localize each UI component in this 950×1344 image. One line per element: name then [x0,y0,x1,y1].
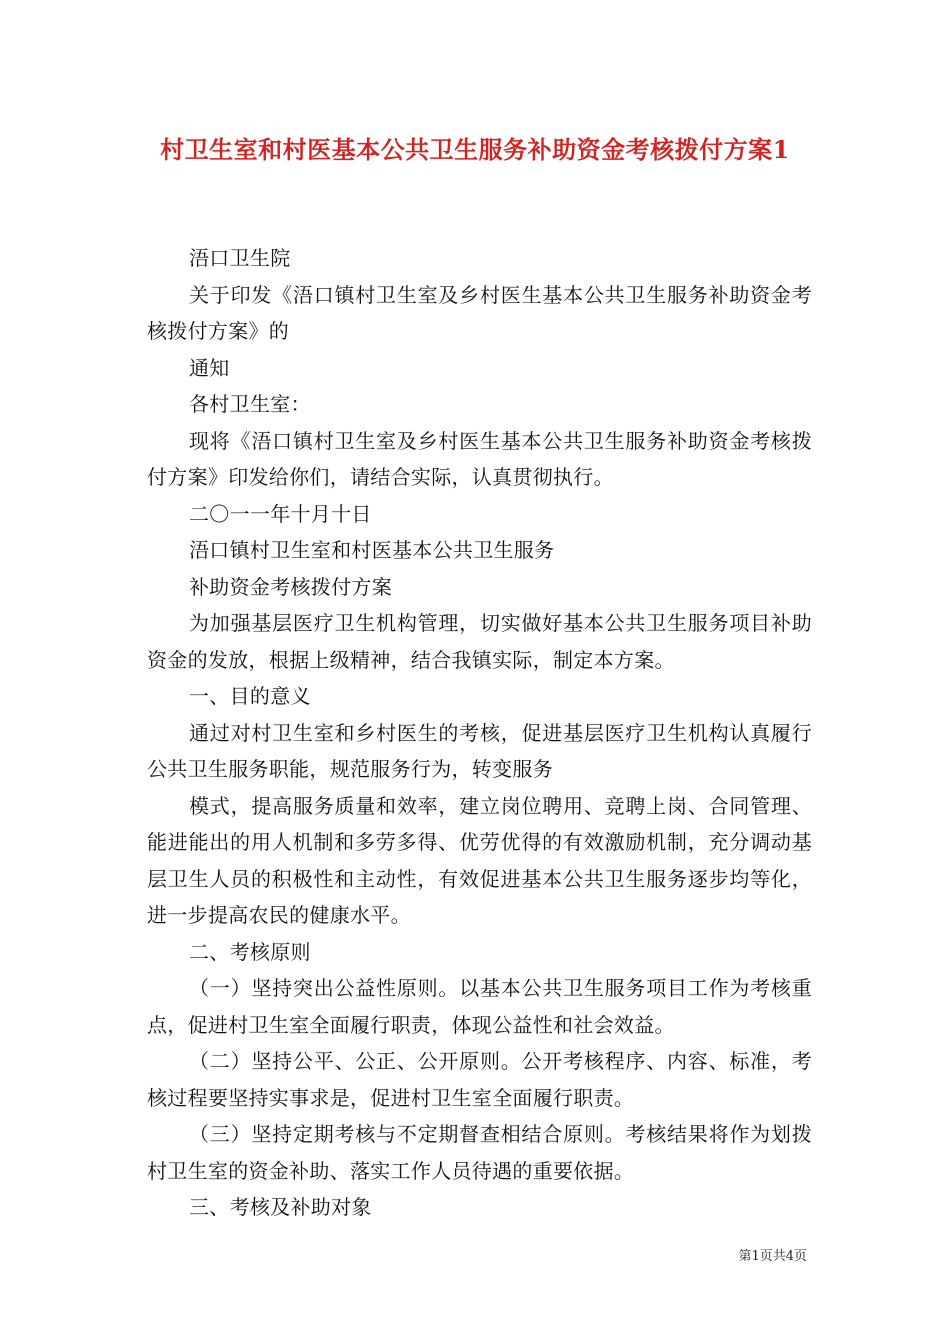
paragraph-principle-1: （一）坚持突出公益性原则。以基本公共卫生服务项目工作为考核重点，促进村卫生室全面履行职责，体现公益性和社会效益。 [147,976,812,1037]
document-body [147,240,812,1226]
paragraph-purpose-1: 通过对村卫生室和乡村医生的考核，促进基层医疗卫生机构认真履行公共卫生服务职能，规范服务行为，转变服务 [147,720,812,781]
paragraph-plan-title-2: 补助资金考核拨付方案 [189,574,392,599]
paragraph-recipients: 各村卫生室： [189,392,311,416]
paragraph-principle-2: （二）坚持公平、公正、公开原则。公开考核程序、内容、标准，考核过程要坚持实事求是，促进村卫生室全面履行职责。 [147,1049,812,1110]
paragraph-notice-word: 通知 [189,355,230,380]
paragraph-notice-heading: 关于印发《浯口镇村卫生室及乡村医生基本公共卫生服务补助资金考核拨付方案》的 [147,282,812,343]
section-heading-purpose: 一、目的意义 [189,684,311,708]
document-title: 村卫生室和村医基本公共卫生服务补助资金考核拨付方案1 [160,135,790,164]
paragraph-plan-title-1: 浯口镇村卫生室和村医基本公共卫生服务 [189,538,555,562]
section-heading-principles: 二、考核原则 [189,939,311,964]
paragraph-issuer: 浯口卫生院 [189,246,291,270]
paragraph-notice-body: 现将《浯口镇村卫生室及乡村医生基本公共卫生服务补助资金考核拨付方案》印发给你们，请结合实际，认真贯彻执行。 [147,428,812,489]
paragraph-intro: 为加强基层医疗卫生机构管理，切实做好基本公共卫生服务项目补助资金的发放，根据上级精神，结合我镇实际，制定本方案。 [147,611,812,672]
paragraph-date: 二〇一一年十月十日 [189,501,372,526]
paragraph-principle-3: （三）坚持定期考核与不定期督查相结合原则。考核结果将作为划拨村卫生室的资金补助、落实工作人员待遇的重要依据。 [147,1122,812,1183]
paragraph-purpose-2: 模式，提高服务质量和效率，建立岗位聘用、竞聘上岗、合同管理、能进能出的用人机制和多劳多得、优劳优得的有效激励机制，充分调动基层卫生人员的积极性和主动性，有效促进基本公共卫生服务逐步均等化，进一步提高农民的健康水平。 [147,793,812,927]
section-heading-targets: 三、考核及补助对象 [189,1195,372,1219]
page-number: 第1页共4页 [738,1249,807,1264]
